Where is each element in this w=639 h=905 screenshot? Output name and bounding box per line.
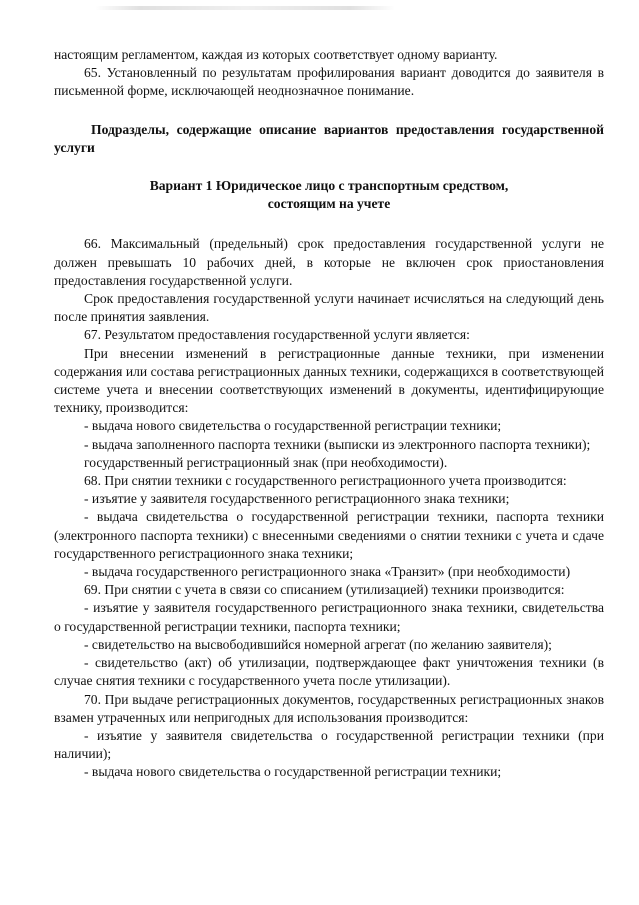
variant-heading-line-1: Вариант 1 Юридическое лицо с транспортным средством, (149, 178, 509, 194)
paragraph-69: 69. При снятии с учета в связи со списанием (утилизацией) техники производится: (84, 582, 565, 598)
list-item: - изъятие у заявителя государственного регистрационного знака техники; (84, 491, 510, 507)
list-item: - выдача свидетельства о государственной регистрации техники, паспорта техники (электронного паспорта техники) с внесенными сведениями о снятии техники с учета и сдаче государственного регистрационного знака техники; (54, 509, 604, 561)
scan-artifact (95, 6, 395, 10)
paragraph-67-changes: При внесении изменений в регистрационные данные техники, при изменении содержания или состава регистрационных данных техники, содержащихся в соответствующей системе учета и внесении соответствующих изменений в документы, идентифицирующие технику, производится: (54, 345, 604, 416)
paragraph-68: 68. При снятии техники с государственного регистрационного учета производится: (84, 473, 567, 489)
paragraph-plate: государственный регистрационный знак (при необходимости). (84, 454, 448, 470)
list-item: - выдача нового свидетельства о государственной регистрации техники; (84, 764, 502, 780)
list-item: - выдача заполненного паспорта техники (выписки из электронного паспорта техники); (84, 436, 591, 452)
list-item: - выдача государственного регистрационного знака «Транзит» (при необходимости) (84, 564, 571, 580)
list-item: - изъятие у заявителя свидетельства о государственной регистрации техники (при наличии); (54, 727, 604, 762)
list-item: - свидетельство (акт) об утилизации, подтверждающее факт уничтожения техники (в случае снятия техники с государственного учета после утилизации). (54, 655, 604, 689)
paragraph-70: 70. При выдаче регистрационных документов, государственных регистрационных знаков взамен утраченных или непригодных для использования производится: (54, 691, 604, 725)
paragraph-66-term: Срок предоставления государственной услуги начинает исчисляться на следующий день после принятия заявления. (54, 291, 604, 325)
variant-heading (54, 177, 604, 213)
paragraph-67: 67. Результатом предоставления государственной услуги является: (84, 327, 470, 343)
list-item: - выдача нового свидетельства о государственной регистрации техники; (84, 418, 502, 434)
subsections-heading: Подразделы, содержащие описание вариантов предоставления государственной услуги (54, 121, 604, 155)
document-content (54, 46, 604, 782)
paragraph-65: 65. Установленный по результатам профилирования вариант доводится до заявителя в письменной форме, исключающей неоднозначное понимание. (54, 65, 604, 99)
list-item: - изъятие у заявителя государственного регистрационного знака техники, свидетельства о государственной регистрации техники, паспорта техники; (54, 600, 604, 634)
list-item: - свидетельство на высвободившийся номерной агрегат (по желанию заявителя); (84, 636, 552, 652)
variant-heading-line-2: состоящим на учете (267, 196, 391, 212)
paragraph-66: 66. Максимальный (предельный) срок предоставления государственной услуги не должен превышать 10 рабочих дней, в которые не включен срок приостановления предоставления государственной услуги. (54, 236, 604, 288)
paragraph-continuation: настоящим регламентом, каждая из которых соответствует одному варианту. (54, 47, 498, 62)
